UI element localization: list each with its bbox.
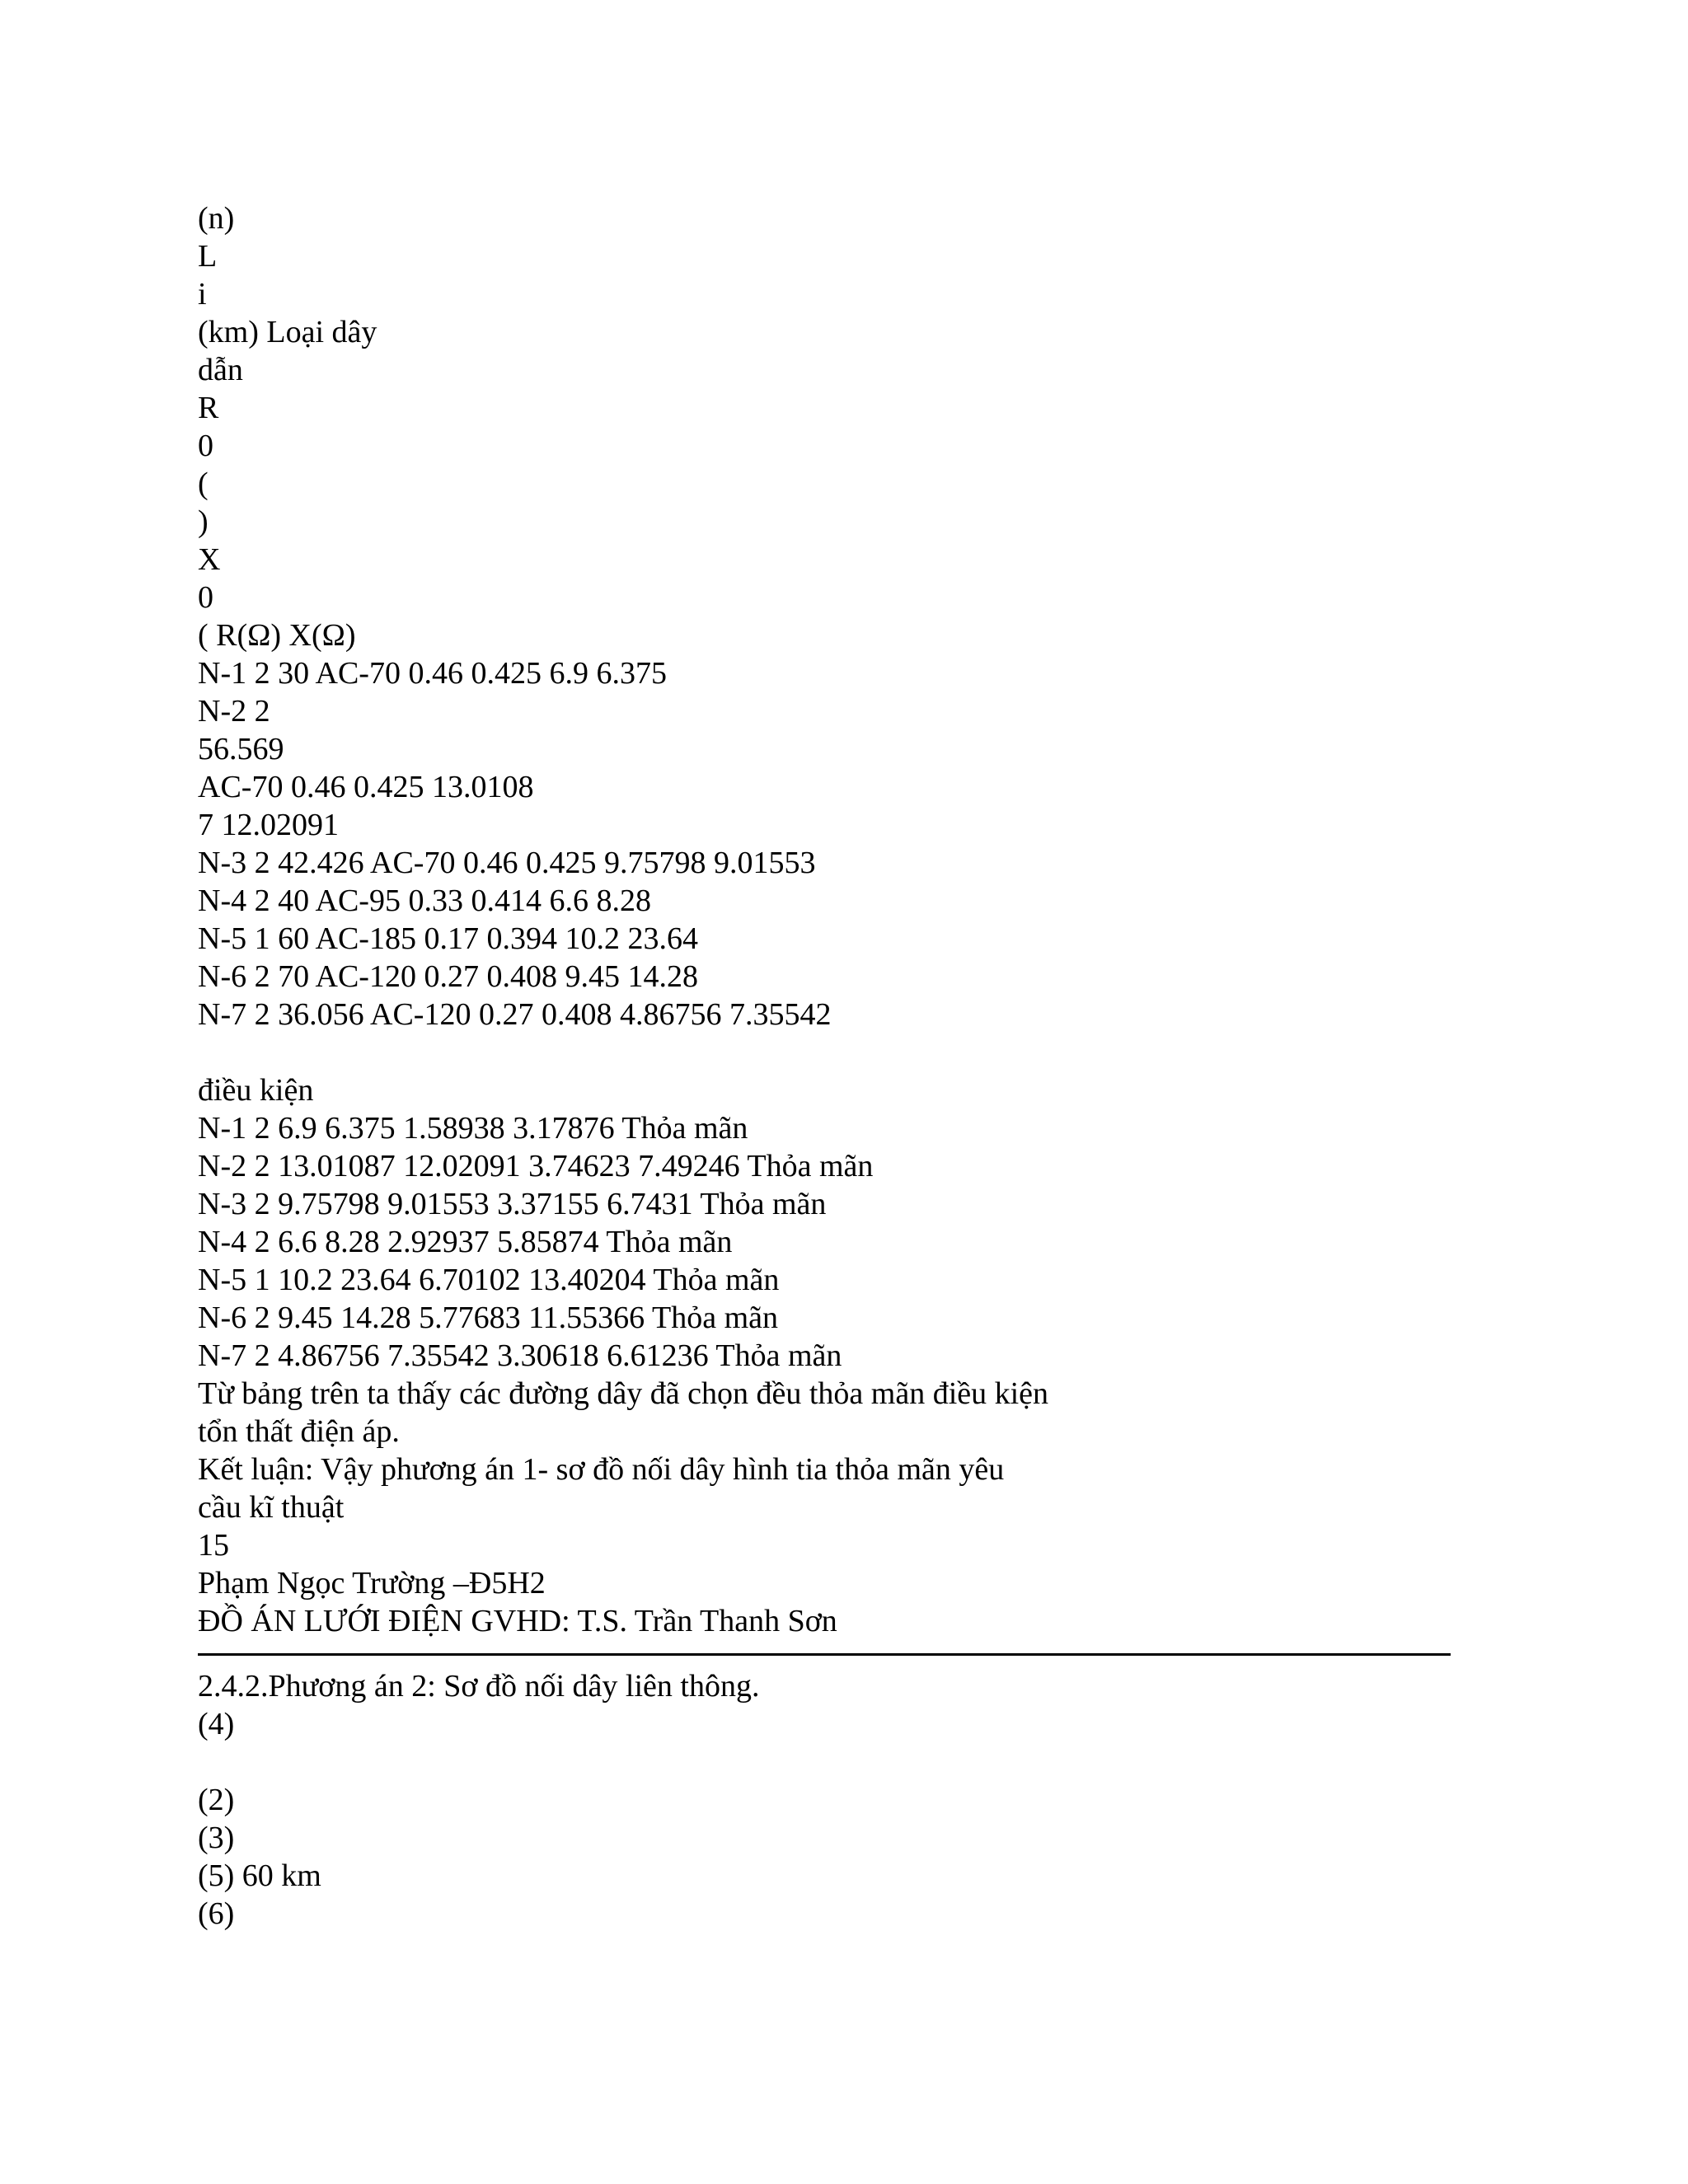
table1-row: AC-70 0.46 0.425 13.0108 [198, 770, 534, 804]
table2-row: N-3 2 9.75798 9.01553 3.37155 6.7431 Thỏa mãn [198, 1187, 827, 1221]
table2-row: N-5 1 10.2 23.64 6.70102 13.40204 Thỏa mãn [198, 1263, 780, 1297]
table2-row: N-1 2 6.9 6.375 1.58938 3.17876 Thỏa mãn [198, 1111, 748, 1146]
table1-header-line: (km) Loại dây [198, 315, 377, 349]
table1-row: N-6 2 70 AC-120 0.27 0.408 9.45 14.28 [198, 959, 698, 994]
table2-row: N-7 2 4.86756 7.35542 3.30618 6.61236 Thỏa mãn [198, 1338, 842, 1373]
table2-row: N-2 2 13.01087 12.02091 3.74623 7.49246 Thỏa mãn [198, 1149, 874, 1183]
table1-row: N-5 1 60 AC-185 0.17 0.394 10.2 23.64 [198, 921, 698, 956]
table1-row: N-7 2 36.056 AC-120 0.27 0.408 4.86756 7.35542 [198, 997, 832, 1032]
page-number: 15 [198, 1528, 229, 1563]
blank-line [198, 1033, 1451, 1071]
author-footer: Phạm Ngọc Trường –Đ5H2 [198, 1566, 546, 1601]
table1-row: 56.569 [198, 732, 284, 766]
header-rule [198, 1653, 1451, 1656]
conclusion-paragraph [198, 1375, 1451, 1526]
paragraph-line: Từ bảng trên ta thấy các đường dây đã chọn đều thỏa mãn điều kiện [198, 1376, 1049, 1411]
section-title: 2.4.2.Phương án 2: Sơ đồ nối dây liên thông. [198, 1669, 760, 1704]
table1-row: 7 12.02091 [198, 808, 339, 842]
table1-header-line: R [198, 391, 219, 425]
diagram-label: (6) [198, 1896, 235, 1931]
running-header: ĐỒ ÁN LƯỚI ĐIỆN GVHD: T.S. Trần Thanh Sơn [198, 1604, 837, 1638]
diagram-label: (5) 60 km [198, 1858, 321, 1893]
table1-header-line: 0 [198, 429, 213, 463]
table1-row: N-2 2 [198, 694, 270, 729]
document-page [198, 199, 1451, 1933]
table1-header-line: ) [198, 504, 209, 539]
paragraph-line: Kết luận: Vậy phương án 1- sơ đồ nối dây hình tia thỏa mãn yêu [198, 1452, 1005, 1487]
diagram-label: (2) [198, 1783, 235, 1817]
table1-header-line: X [198, 542, 221, 577]
table1-row: N-1 2 30 AC-70 0.46 0.425 6.9 6.375 [198, 656, 667, 691]
paragraph-line: cầu kĩ thuật [198, 1490, 345, 1525]
diagram-label: (3) [198, 1821, 235, 1855]
table1-header [198, 199, 1451, 654]
diagram-labels [198, 1705, 1451, 1933]
table2-rows [198, 1109, 1451, 1375]
blank-line [198, 1743, 1451, 1781]
diagram-label: (4) [198, 1707, 235, 1741]
table1-header-line: 0 [198, 580, 213, 615]
table1-header-line: (n) [198, 201, 235, 236]
paragraph-line: tổn thất điện áp. [198, 1414, 400, 1449]
table1-row: N-3 2 42.426 AC-70 0.46 0.425 9.75798 9.01553 [198, 846, 816, 880]
table2-header: điều kiện [198, 1073, 314, 1108]
table1-header-line: ( [198, 466, 209, 501]
table1-rows [198, 654, 1451, 1033]
table1-header-line: dẫn [198, 353, 243, 387]
table1-header-line: ( R(Ω) X(Ω) [198, 618, 356, 653]
table1-row: N-4 2 40 AC-95 0.33 0.414 6.6 8.28 [198, 883, 651, 918]
table1-header-line: i [198, 277, 207, 312]
table1-header-line: L [198, 239, 218, 274]
table2-row: N-6 2 9.45 14.28 5.77683 11.55366 Thỏa mãn [198, 1301, 779, 1335]
table2-row: N-4 2 6.6 8.28 2.92937 5.85874 Thỏa mãn [198, 1225, 733, 1259]
